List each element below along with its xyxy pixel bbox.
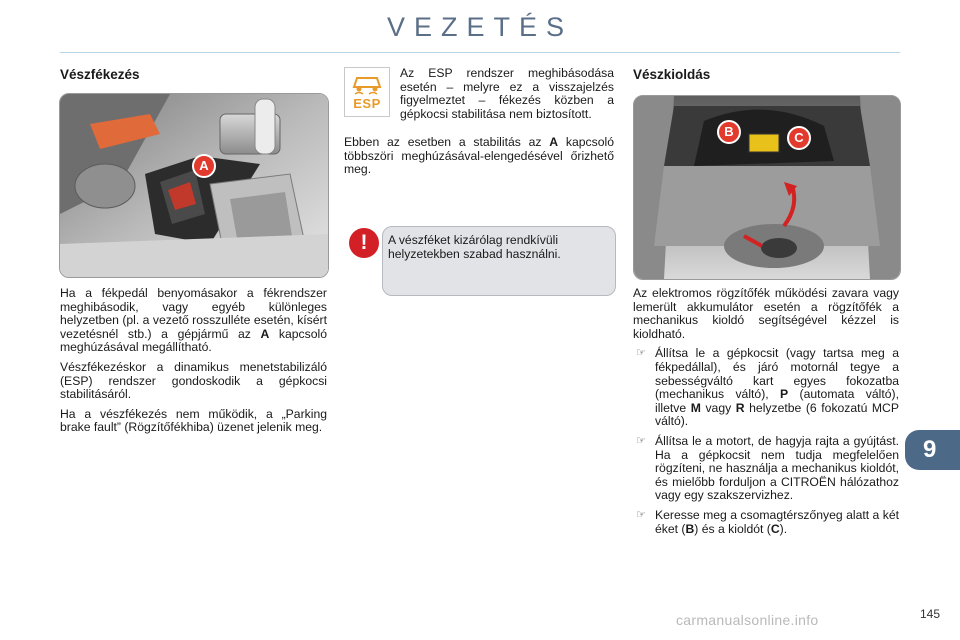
photo-label-c: C <box>787 126 811 150</box>
release-intro: Az elektromos rögzítőfék működési zavara vagy lemerült akkumulátor esetén a rögzítőfék a mechanikus kioldó segítségével kézzel is kioldható. <box>633 286 899 341</box>
list-item: ☞ Állítsa le a gépkocsit (vagy tartsa meg a fékpedállal), és járó motornál tegye a sebességváltó kart egyes fokozatba (mechanikus váltó), P (automata váltó), illetve M vagy R helyzetbe (6 fokozatú MCP váltó). <box>636 346 899 429</box>
pointing-hand-icon: ☞ <box>636 434 646 447</box>
trunk-illustration <box>634 96 900 279</box>
header-divider <box>60 52 900 53</box>
photo-label-a: A <box>192 154 216 178</box>
stability-text <box>344 136 614 183</box>
watermark: carmanualsonline.info <box>676 612 819 628</box>
section-heading-emergency-braking: Vészfékezés <box>60 67 140 82</box>
esp-warning-icon <box>344 67 390 117</box>
pointing-hand-icon: ☞ <box>636 347 646 360</box>
esp-fault-paragraph: Az ESP rendszer meghibásodása esetén – melyre ez a visszajelzés figyelmeztet – fékezés közben a gépkocsi stabilitása nem biztosított. <box>400 66 614 121</box>
paragraph-esp-stability: Vészfékezéskor a dinamikus menetstabilizáló (ESP) rendszer gondoskodik a gépkocsi stabilitásáról. <box>60 359 327 402</box>
console-illustration <box>60 94 328 277</box>
trunk-photo <box>633 95 901 280</box>
warning-text: A vészféket kizárólag rendkívüli helyzetekben szabad használni. <box>388 233 561 261</box>
paragraph-emergency-stop: Ha a fékpedál benyomásakor a fékrendszer meghibásodik, vagy egyéb különleges helyzetben (pl. a vezető rosszulléte esetén, kísért vezetésnél stb.) a gépjármű az A kapcsoló meghúzásával megállítható. <box>60 286 327 355</box>
section-heading-emergency-release: Vészkioldás <box>633 67 711 82</box>
list-item: ☞ Keresse meg a csomagtérszőnyeg alatt a két éket (B) és a kioldót (C). <box>636 507 899 536</box>
chapter-tab[interactable]: 9 <box>905 430 960 470</box>
right-column-text <box>633 287 899 542</box>
pointing-hand-icon: ☞ <box>636 508 646 521</box>
list-item: ☞ Állítsa le a motort, de hagyja rajta a gyújtást. Ha a gépkocsit nem tudja megfelelően rögzíteni, ne használja a mechanikus kioldót, és mielőbb forduljon a CITROËN hálózathoz vagy egy szakszervizhez. <box>636 433 899 503</box>
release-steps <box>633 347 899 536</box>
page-title: VEZETÉS <box>386 12 574 42</box>
page-number: 145 <box>919 607 940 621</box>
esp-fault-text-top <box>400 67 614 121</box>
warning-exclamation-icon: ! <box>349 228 379 258</box>
console-photo <box>59 93 329 278</box>
photo-label-b: B <box>717 120 741 144</box>
esp-icon-label: ESP <box>353 96 381 111</box>
left-column-text <box>60 287 327 441</box>
paragraph-fault-message: Ha a vészfékezés nem működik, a „Parking brake fault” (Rögzítőfékhiba) üzenet jelenik meg. <box>60 406 327 435</box>
stability-paragraph: Ebben az esetben a stabilitás az A kapcsoló többszöri meghúzásával-elengedésével őrizhető meg. <box>344 135 614 177</box>
